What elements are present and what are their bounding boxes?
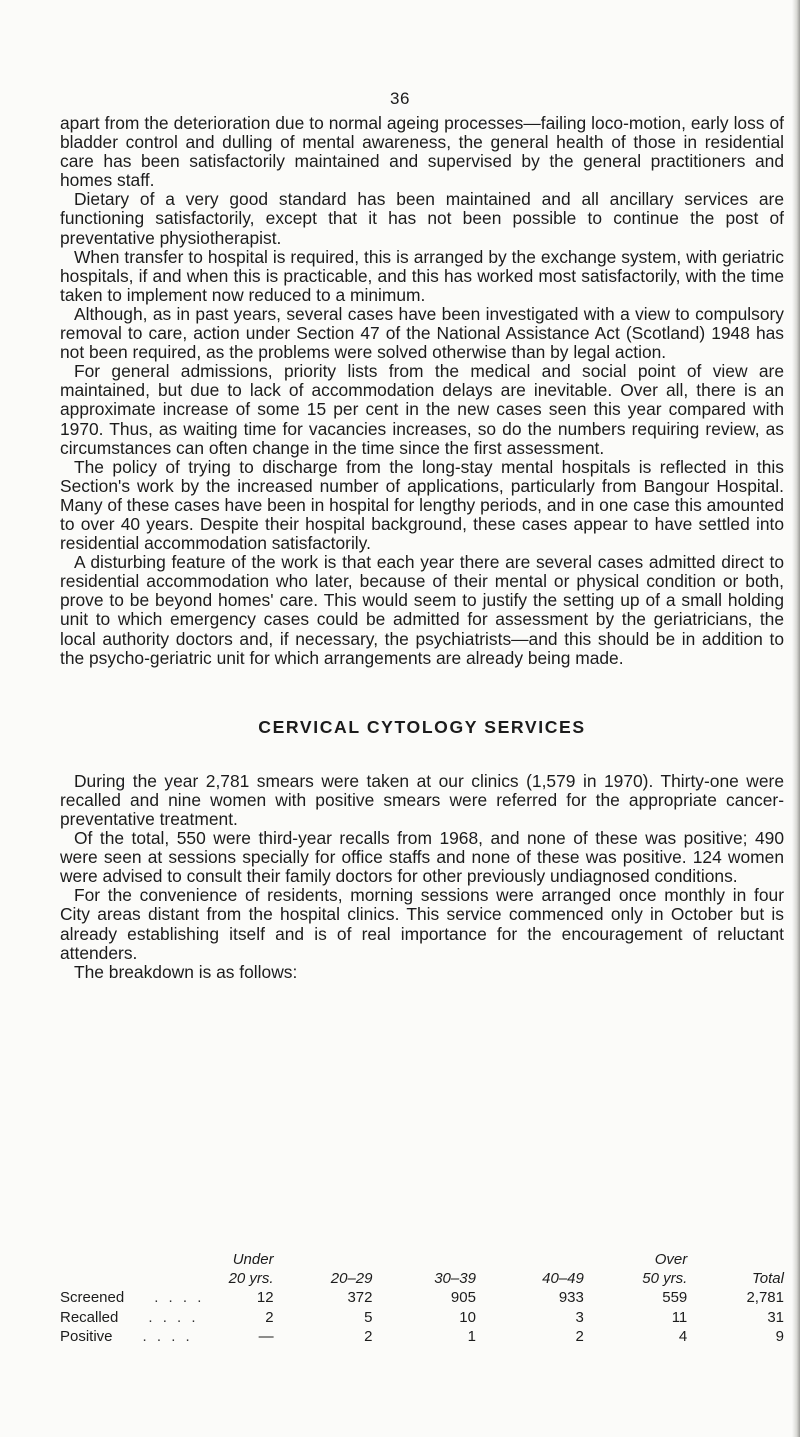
table-cell: 905 bbox=[450, 1289, 476, 1306]
paragraph: Of the total, 550 were third-year recalls from 1968, and none of these was positive; 490 were seen at sessions specially for office staffs and none of these was positive. 124 women were advised to consult their family doctors for other previously undiagnosed conditions. bbox=[60, 828, 784, 887]
column-header: Total bbox=[752, 1270, 784, 1287]
paragraph: When transfer to hospital is required, this is arranged by the exchange system, with geriatric hospitals, if and when this is practicable, and this has worked most satisfactorily, with the time taken to implement now reduced to a minimum. bbox=[60, 246, 784, 305]
table-cell: 3 bbox=[575, 1308, 584, 1326]
leader-dots: . . . . bbox=[154, 1289, 205, 1306]
body-text bbox=[60, 114, 784, 982]
leader-dots: . . . . bbox=[148, 1308, 199, 1326]
table-cell: 11 bbox=[671, 1308, 688, 1326]
paragraph: For the convenience of residents, morning sessions were arranged once monthly in four City areas distant from the hospital clinics. This service commenced only in October but is already establishing itself and is of real importance for the encouragement of reluctant attenders. bbox=[60, 885, 784, 963]
column-header: 30–39 bbox=[434, 1270, 476, 1287]
paragraph: A disturbing feature of the work is that each year there are several cases admitted direct to residential accommodation who later, because of their mental or physical condition or both, prove to be beyond homes' care. This would seem to justify the setting up of a small holding unit to which emergency cases could be admitted for assessment by the geriatricians, the local authority doctors and, if necessary, the psychiatrists—and this should be in addition to the psycho-geriatric unit for which arrangements are already being made. bbox=[60, 552, 784, 668]
table-cell: 12 bbox=[256, 1289, 274, 1306]
page-edge-shadow bbox=[792, 0, 800, 1437]
table-cell: 31 bbox=[767, 1308, 784, 1326]
column-header: 40–49 bbox=[542, 1270, 584, 1287]
table-cell: 2 bbox=[364, 1328, 373, 1345]
table-row bbox=[60, 1327, 784, 1347]
table-cell: 5 bbox=[364, 1308, 373, 1326]
table-cell: 559 bbox=[662, 1289, 688, 1306]
paragraph: apart from the deterioration due to normal ageing processes—failing loco-motion, early loss of bladder control and dulling of mental awareness, the general health of those in residential care has been satisfactorily maintained and supervised by the general practitioners and homes staff. bbox=[60, 113, 784, 191]
column-header: Under 20 yrs. bbox=[228, 1251, 274, 1287]
table-cell: 933 bbox=[558, 1289, 584, 1306]
section-heading: CERVICAL CYTOLOGY SERVICES bbox=[258, 716, 586, 737]
paragraph: During the year 2,781 smears were taken at our clinics (1,579 in 1970). Thirty-one were recalled and nine women with positive smears were referred for the appropriate cancer-preventative treatment. bbox=[60, 770, 784, 829]
table-row bbox=[60, 1308, 784, 1328]
row-label: Screened . . . . bbox=[60, 1289, 205, 1306]
table-cell: 10 bbox=[459, 1308, 476, 1326]
paragraph: The breakdown is as follows: bbox=[74, 961, 298, 982]
leader-dots: . . . . bbox=[142, 1328, 193, 1345]
page-number: 36 bbox=[390, 89, 410, 108]
table-row bbox=[60, 1288, 784, 1308]
table-cell: 2 bbox=[265, 1308, 274, 1326]
row-label: Recalled . . . . bbox=[60, 1308, 199, 1326]
paragraph: Dietary of a very good standard has been maintained and all ancillary services are functioning satisfactorily, except that it has not been possible to continue the post of preventative physiotherapist. bbox=[60, 189, 784, 248]
table-cell: 2,781 bbox=[746, 1289, 784, 1306]
table-cell: — bbox=[258, 1328, 274, 1345]
table-cell: 4 bbox=[678, 1328, 688, 1345]
paragraph: Although, as in past years, several cases have been investigated with a view to compulsory removal to care, action under Section 47 of the National Assistance Act (Scotland) 1948 has not been required, as the problems were solved otherwise than by legal action. bbox=[60, 303, 784, 363]
column-header: 20–29 bbox=[330, 1270, 373, 1287]
row-label: Positive . . . . bbox=[60, 1328, 193, 1345]
column-header: Over 50 yrs. bbox=[642, 1251, 688, 1287]
paragraph: The policy of trying to discharge from the long-stay mental hospitals is reflected in this Section's work by the increased number of applications, particularly from Bangour Hospital. Many of these cases have been in hospital for lengthy periods, and in one case this amounted to over 40 years. Despite their hospital background, these cases appear to have settled into residential accommodation satisfactorily. bbox=[60, 456, 784, 554]
table-cell: 372 bbox=[347, 1289, 373, 1306]
table-cell: 2 bbox=[575, 1328, 584, 1345]
paragraph: For general admissions, priority lists from the medical and social point of view are maintained, but due to lack of accommodation delays are inevitable. Over all, there is an approximate increase of some 15 per cent in the new cases seen this year compared with 1970. Thus, as waiting time for vacancies increases, so do the numbers requiring review, as circumstances can often change in the time since the first assessment. bbox=[60, 361, 784, 458]
table-header-row bbox=[60, 1250, 784, 1288]
cytology-breakdown-table bbox=[60, 1250, 784, 1347]
header-blank bbox=[60, 1250, 197, 1288]
table-cell: 9 bbox=[775, 1328, 784, 1345]
table-cell: 1 bbox=[467, 1328, 476, 1345]
